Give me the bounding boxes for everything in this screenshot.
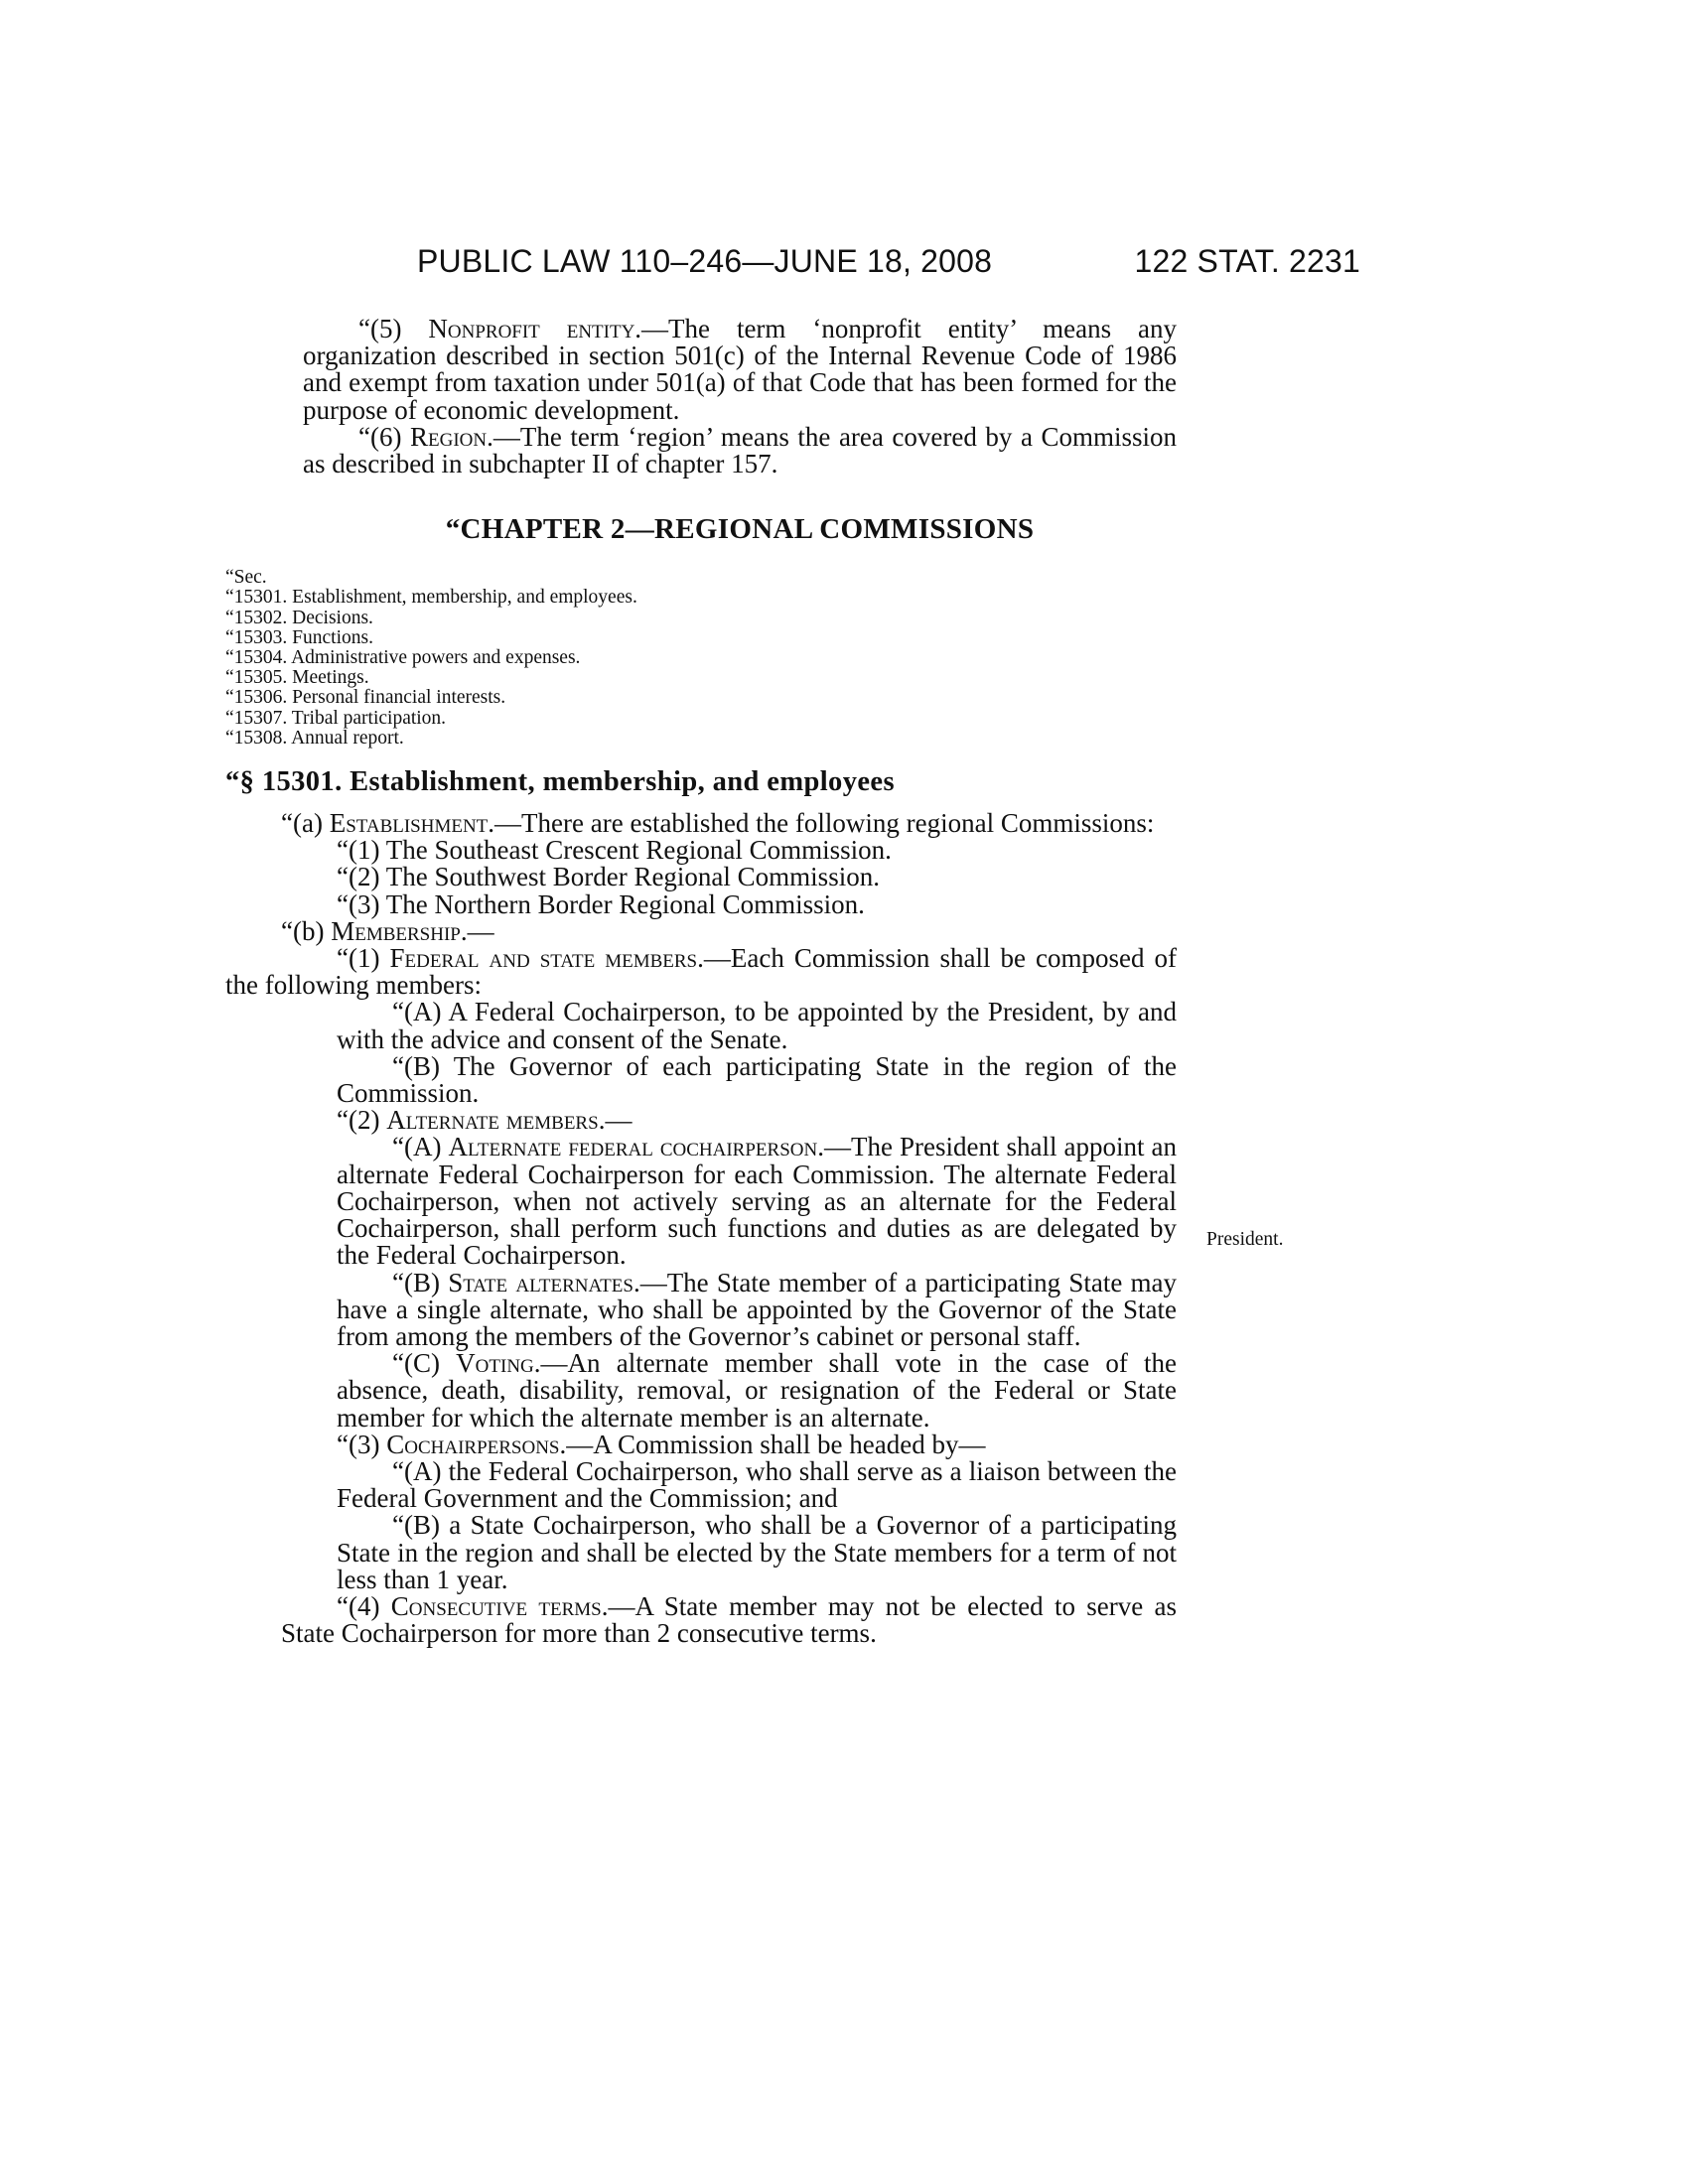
subsection-a: “(a) Establishment.—There are established the following regional Commissions: [281, 808, 1155, 839]
defined-term: Voting [456, 1348, 534, 1379]
paragraph-b1A: “(A) A Federal Cochairperson, to be appointed by the President, by and with the advice and consent of the Senate. [337, 997, 1177, 1054]
defined-term: Consecutive terms [390, 1590, 602, 1621]
toc-entry: “15302. Decisions. [225, 607, 373, 628]
subsection-b: “(b) Membership.— [281, 915, 494, 946]
defined-term: Alternate federal cochairperson [448, 1132, 818, 1162]
defined-term: Membership [331, 915, 461, 946]
defined-term: Establishment [329, 808, 489, 839]
body-text [225, 314, 1178, 1649]
toc-entry: “15303. Functions. [225, 626, 373, 648]
defined-term: Region [410, 421, 488, 452]
chapter-heading: “CHAPTER 2—REGIONAL COMMISSIONS [445, 513, 1035, 546]
toc-entry: “15308. Annual report. [225, 727, 404, 749]
commission-item: “(2) The Southwest Border Regional Commission. [337, 862, 880, 892]
paragraph-b3B: “(B) a State Cochairperson, who shall be a Governor of a participating State in the region and shall be elected by the State members for a term of not less than 1 year. [337, 1510, 1177, 1594]
defined-term: Alternate members [386, 1105, 599, 1136]
paragraph-region: “(6) Region.—The term ‘region’ means the area covered by a Commission as described in subchapter II of chapter 157. [303, 421, 1177, 479]
paragraph-nonprofit-entity: “(5) Nonprofit entity.—The term ‘nonprofit entity’ means any organization described in section 501(c) of the Internal Revenue Code of 1986 and exempt from taxation under 501(a) of that Code that has been formed for the purpose of economic development. [303, 314, 1177, 425]
paragraph-b4: “(4) Consecutive terms.—A State member may not be elected to serve as State Cochairperson for more than 2 consecutive terms. [281, 1590, 1178, 1649]
paragraph-b1B: “(B) The Governor of each participating State in the region of the Commission. [337, 1050, 1177, 1109]
paragraph-b3A: “(A) the Federal Cochairperson, who shall serve as a liaison between the Federal Government and the Commission; and [337, 1455, 1177, 1514]
toc-entry: “15306. Personal financial interests. [225, 687, 506, 709]
paragraph-b2B: “(B) State alternates.—The State member of a participating State may have a single alternate, who shall be appointed by the Governor of the State from among the members of the Governor’s cabinet or personal staff. [337, 1267, 1178, 1351]
toc-entry: “15305. Meetings. [225, 667, 369, 689]
toc-entry: “15304. Administrative powers and expenses. [225, 647, 581, 669]
margin-note: President. [1206, 1229, 1284, 1250]
statute-reference: 122 STAT. 2231 [1134, 243, 1360, 279]
toc-label: “Sec. [225, 567, 267, 589]
toc-entry: “15301. Establishment, membership, and employees. [225, 587, 637, 609]
toc-entry: “15307. Tribal participation. [225, 707, 447, 729]
commission-item: “(3) The Northern Border Regional Commission. [337, 888, 865, 919]
paragraph-b2: “(2) Alternate members.— [337, 1105, 633, 1136]
running-title: PUBLIC LAW 110–246—JUNE 18, 2008 [417, 243, 993, 279]
page-header [417, 243, 1360, 293]
section-body [225, 810, 1177, 1647]
paragraph-b3: “(3) Cochairpersons.—A Commission shall be headed by— [337, 1429, 986, 1459]
section-heading: “§ 15301. Establishment, membership, and employees [225, 766, 895, 798]
defined-term: Nonprofit entity [428, 314, 635, 343]
table-of-sections [225, 568, 1177, 749]
paragraph-b1: “(1) Federal and state members.—Each Commission shall be composed of the following members: [225, 943, 1178, 1001]
paragraph-b2C: “(C) Voting.—An alternate member shall vote in the case of the absence, death, disability, removal, or resignation of the Federal or State member for which the alternate member is an alternate. [337, 1348, 1177, 1433]
defined-term: Cochairpersons [386, 1429, 560, 1459]
paragraph-b2A: “(A) Alternate federal cochairperson.—The President shall appoint an alternate Federal Cochairperson for each Commission. The alternate Federal Cochairperson, when not actively serving as an alternate for the Federal Cochairperson, shall perform such functions and duties as are delegated by the Federal Cochairperson. [337, 1132, 1177, 1271]
commission-item: “(1) The Southeast Crescent Regional Commission. [337, 835, 892, 866]
defined-term: State alternates [448, 1267, 633, 1297]
defined-term: Federal and state members [389, 943, 698, 974]
